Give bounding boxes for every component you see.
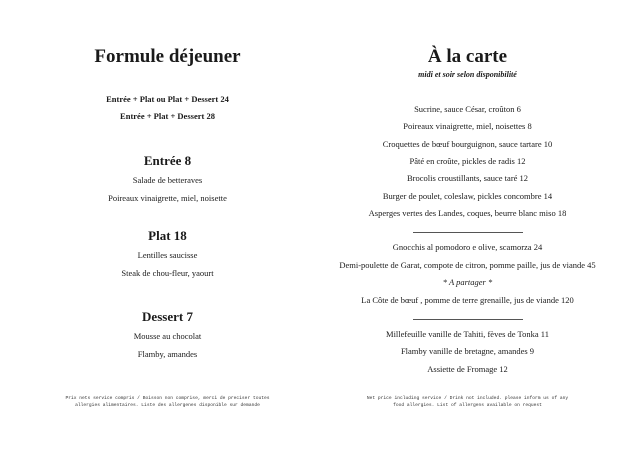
plat-heading: Plat 18	[148, 228, 187, 243]
menu-item: Burger de poulet, coleslaw, pickles concombre 14	[382, 191, 553, 201]
share-label: * A partager *	[442, 277, 493, 287]
menu-item: Millefeuille vanille de Tahiti, fèves de Tonka 11	[386, 329, 549, 339]
menu-item: Poireaux vinaigrette, miel, noisette	[108, 193, 227, 203]
menu-item: Brocolis croustillants, sauce taré 12	[406, 173, 529, 183]
menu-item: Gnocchis al pomodoro e olive, scamorza 24	[392, 242, 543, 252]
carte-footnote	[320, 396, 615, 409]
menu-item: Sucrine, sauce César, croûton 6	[414, 104, 521, 114]
menu-item: Pâté en croûte, pickles de radis 12	[409, 156, 526, 166]
lunch-footnote	[40, 396, 295, 409]
menu-item: Mousse au chocolat	[133, 331, 202, 341]
lunch-menu-title: Formule déjeuner	[94, 46, 241, 67]
menu-item: Asperges vertes des Landes, coques, beurre blanc miso 18	[368, 208, 567, 218]
menu-item: Demi-poulette de Garat, compote de citron, pomme paille, jus de viande 45	[339, 260, 596, 270]
footnote-line: Net price including service / Drink not included. please inform us of any	[366, 396, 569, 401]
menu-item: Croquettes de bœuf bourguignon, sauce tartare 10	[382, 139, 553, 149]
dessert-heading: Dessert 7	[142, 309, 193, 324]
menu-item: Flamby, amandes	[137, 349, 198, 359]
menu-item: Salade de betteraves	[132, 175, 203, 185]
menu-item: Lentilles saucisse	[137, 250, 198, 260]
section-divider	[413, 319, 523, 320]
menu-item: La Côte de bœuf , pomme de terre grenaille, jus de viande 120	[361, 295, 574, 305]
offer-line: Entrée + Plat + Dessert 28	[120, 111, 215, 121]
menu-item: Flamby vanille de bretagne, amandes 9	[400, 346, 535, 356]
menu-item: Poireaux vinaigrette, miel, noisettes 8	[403, 121, 532, 131]
offer-line: Entrée + Plat ou Plat + Dessert 24	[106, 94, 229, 104]
carte-subtitle: midi et soir selon disponibilité	[418, 70, 517, 79]
menu-item: Assiette de Fromage 12	[427, 364, 508, 374]
footnote-line: Prix nets service compris / Boisson non comprise, merci de preciser toutes	[65, 396, 270, 401]
footnote-line: food allergies. List of allergens available on request	[393, 402, 542, 408]
section-divider	[413, 232, 523, 233]
menu-item: Steak de chou-fleur, yaourt	[121, 268, 214, 278]
entree-heading: Entrée 8	[143, 153, 192, 168]
footnote-line: allergies alimentaires. Liste des allergenes disponible sur demande	[75, 402, 260, 408]
carte-title: À la carte	[427, 46, 508, 67]
